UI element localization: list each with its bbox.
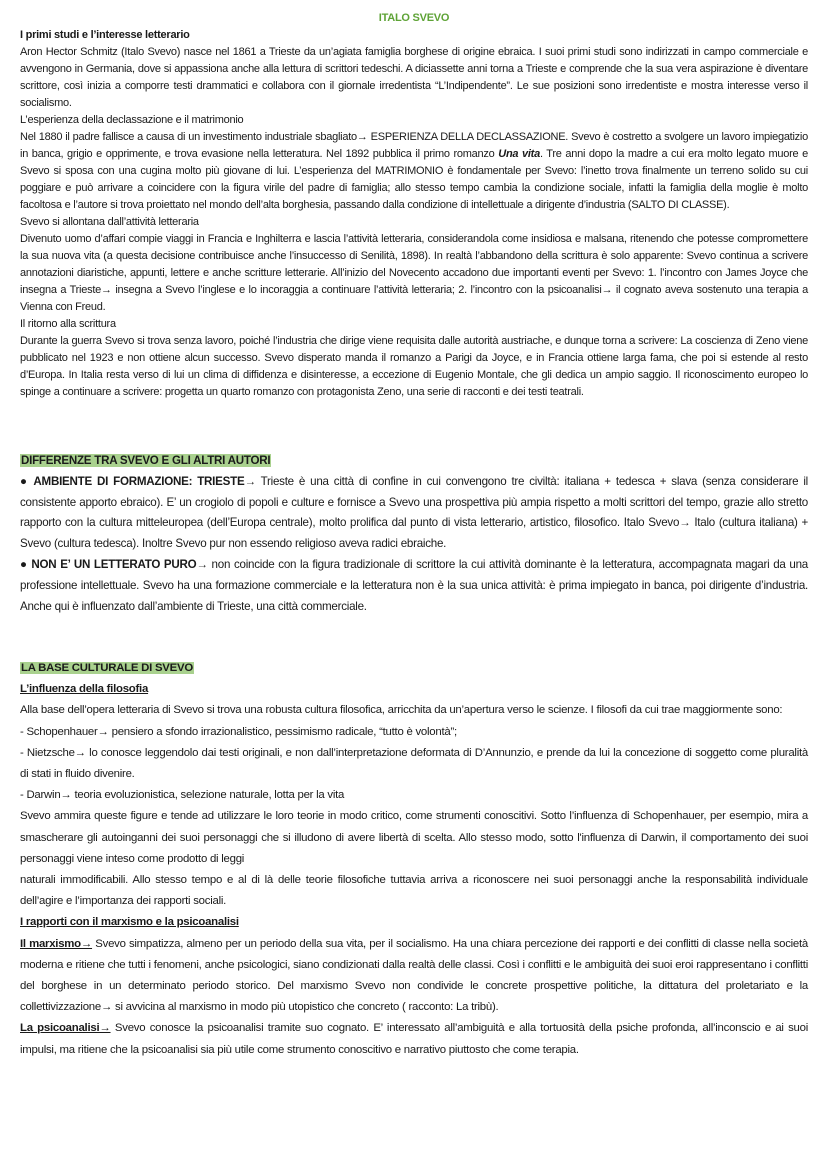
text: . Tre anni dopo la madre a cui era molto legato muore e Svevo si sposa con una cugina molto più giovane di lui. L’esperienza del MATRIMONIO è fondamentale per Svevo: l’inetto trova finalmente un terreno solido su cui poggiare e può arrivare a coincidere con la figura virile del padre di famiglia; allo stesso tempo cambia la condizione sociale, infatti la famiglia della moglie è molto facoltosa e l’autore si trova proiettato nel mondo dell’alta borghesia, passando dalla condizione di intellettuale a dirigente d’industria (SALTO DI CLASSE). <box>20 148 809 211</box>
text: Svevo simpatizza, almeno per un periodo della sua vita, per il socialismo. Ha una chiara percezione dei rapporti e dei conflitti di classe nella società moderna e ritiene che tutti i fenomeni, anche psicologici, siano condizionati dalla realtà delle classi. Così i conflitti e le ambiguità dei suoi eroi rappresentano i conflitti del borghese in un determinato periodo storico. Del marxismo Svevo non condivide le concrete prospettive politiche, la dittatura del proletariato e la collettivizzazione→ si avvicina al marxismo in modo più utopistico che concreto ( racconto: La tribù). <box>20 937 808 1014</box>
list-item-nietzsche: - Nietzsche→ lo conosce leggendolo dai testi originali, e non dall’interpretazione deformata di D’Annunzio, e prende da lui la concezione di soggetto come pluralità di stati in fluido divenire. <box>20 746 808 781</box>
subheading-marxismo-psicoanalisi: I rapporti con il marxismo e la psicoanalisi <box>20 916 239 929</box>
bullet-letterato <box>20 555 808 617</box>
heading-allontana: Svevo si allontana dall’attività letteraria <box>20 216 199 228</box>
heading-ritorno: Il ritorno alla scrittura <box>20 318 116 330</box>
bullet-text: → non coincide con la figura tradizionale di scrittore la cui attività dominante è la letteratura, accompagnata magari da una professione intellettuale. Svevo ha una formazione commerciale e la letteratura non è la sua unica attività: è prima impiegato in banca, poi dirigente d’industria. Anche qui è influenzato dall’ambiente di Trieste, una città commerciale. <box>20 557 808 613</box>
subheading-filosofia: L’influenza della filosofia <box>20 683 149 696</box>
bullet-text: → Trieste è una città di confine in cui convengono tre civiltà: italiana + tedesca + slava (senza considerare il consistente apporto ebraico). E’ un crogiolo di popoli e culture e fornisce a Svevo una prospettiva più ampia rispetto a molti scrittori del tempo, grazie allo stretto rapporto con la cultura mitteleuropea (dell’Europa centrale), molto prolifica dal punto di vista letterario, artistico, filosofico. Italo Svevo→ Italo (cultura italiana) + Svevo (cultura tedesca). Inoltre Svevo pur non essendo religioso aveva radici ebraiche. <box>20 474 809 551</box>
heading-base-culturale: LA BASE CULTURALE DI SVEVO <box>21 662 193 674</box>
list-item-darwin: - Darwin→ teoria evoluzionistica, selezione naturale, lotta per la vita <box>20 789 345 802</box>
paragraph-filosofia: Alla base dell’opera letteraria di Svevo si trova una robusta cultura filosofica, arricchita da un’apertura verso le scienze. I filosofi da cui trae maggiormente sono: <box>20 704 783 717</box>
paragraph-ritorno: Durante la guerra Svevo si trova senza lavoro, poiché l’industria che dirige viene requisita dalle autorità austriache, e dunque torna a scrivere: La coscienza di Zeno viene pubblicato nel 1923 e non ottiene alcun successo. Svevo disperato manda il romanzo a Parigi da Joyce, e in Francia ottiene larga fama, che poi si estende al resto d’Europa. In Italia resta verso di lui un clima di diffidenza e disinteresse, a eccezione di Eugenio Montale, che gli dedica un ampio saggio. Il riconoscimento europeo lo spinge a continuare a scrivere: progetta un quarto romanzo con protagonista Zeno, una serie di racconti e dei testi teatrali. <box>20 335 808 398</box>
document-title: ITALO SVEVO <box>378 12 450 24</box>
paragraph-allontana: Divenuto uomo d’affari compie viaggi in Francia e Inghilterra e lascia l’attività letteraria, considerandola come insidiosa e malsana, ritenendo che potesse compromettere la sua nuova vita (a questa decisione contribuisce anche l’insuccesso di Senilità, 1898). In realtà l’abbandono della scrittura è solo apparente: Svevo continua a scrivere annotazioni diaristiche, appunti, lettere e anche scritture letterarie. All’inizio del Novecento accadono due importanti eventi per Svevo: 1. l’incontro con James Joyce che insegna a Trieste→ insegna a Svevo l’inglese e lo incoraggia a continuare l’attività letteraria; 2. l’incontro con la psicoanalisi→ il cognato aveva sostenuto una terapia a Vienna con Freud. <box>20 233 808 313</box>
label-marxismo: Il marxismo→ <box>20 937 93 950</box>
paragraph-declassazione <box>20 129 808 214</box>
label-psicoanalisi: La psicoanalisi→ <box>20 1022 111 1035</box>
paragraph-teorie: Svevo ammira queste figure e tende ad utilizzare le loro teorie in modo critico, come strumenti conoscitivi. Sotto l’influenza di Schopenhauer, per esempio, mira a smascherare gli autoinganni dei suoi personaggi che si illudono di avere libertà di scelta. Allo stesso modo, sotto l'influenza di Darwin, il comportamento dei suoi personaggi viene inteso come prodotto di leggi <box>20 810 808 865</box>
paragraph-teorie-cont: naturali immodificabili. Allo stesso tempo e al di là delle teorie filosofiche tuttavia arriva a riconoscere nei suoi personaggi anche la responsabilità individuale dell’agire e l’importanza dei rapporti sociali. <box>20 874 808 908</box>
text: Svevo conosce la psicoanalisi tramite suo cognato. E’ interessato all’ambiguità e alla tortuosità della psiche profonda, all’inconscio e ai suoi impulsi, ma ritiene che la psicoanalisi sia più utile come strumento conoscitivo e narrativo piuttosto che come terapia. <box>20 1022 808 1056</box>
text: Nel 1880 il padre fallisce a causa di un investimento industriale sbagliato→ ESPERIENZA DELLA DECLASSAZIONE. Svevo è costretto a svolgere un lavoro impiegatizio in banca, grigio e opprimente, e trova evasione nella letteratura. Nel 1892 pubblica il primo romanzo <box>20 131 808 160</box>
paragraph-primi-studi: Aron Hector Schmitz (Italo Svevo) nasce nel 1861 a Trieste da un’agiata famiglia borghese di origine ebraica. I suoi primi studi sono indirizzati in campo commerciale e avvengono in Germania, dove si appassiona anche alla lettura di scrittori tedeschi. A diciassette anni torna a Trieste e comprende che la sua vera aspirazione è diventare scrittore, così inizia a comporre testi drammatici e collabora con il giornale irredentista “L’Indipendente”. Le sue posizioni sono irredentiste e mostra interesse verso il socialismo. <box>20 46 808 109</box>
bullet-label: ● NON E’ UN LETTERATO PURO <box>20 557 197 571</box>
section-base-culturale <box>20 658 808 1061</box>
bullet-label: ● AMBIENTE DI FORMAZIONE: TRIESTE <box>20 474 245 488</box>
book-title-una-vita: Una vita <box>498 148 540 160</box>
heading-primi-studi: I primi studi e l’interesse letterario <box>20 29 190 41</box>
heading-differenze: DIFFERENZE TRA SVEVO E GLI ALTRI AUTORI <box>21 454 271 467</box>
paragraph-marxismo <box>20 934 808 1019</box>
section-differenze <box>20 451 808 617</box>
list-item-schopenhauer: - Schopenhauer→ pensiero a sfondo irrazionalistico, pessimismo radicale, “tutto è volontà”; <box>20 725 457 738</box>
heading-declassazione: L’esperienza della declassazione e il matrimonio <box>20 114 244 126</box>
bullet-ambiente <box>20 472 808 555</box>
section-biography <box>20 10 808 401</box>
paragraph-psicoanalisi <box>20 1018 808 1060</box>
